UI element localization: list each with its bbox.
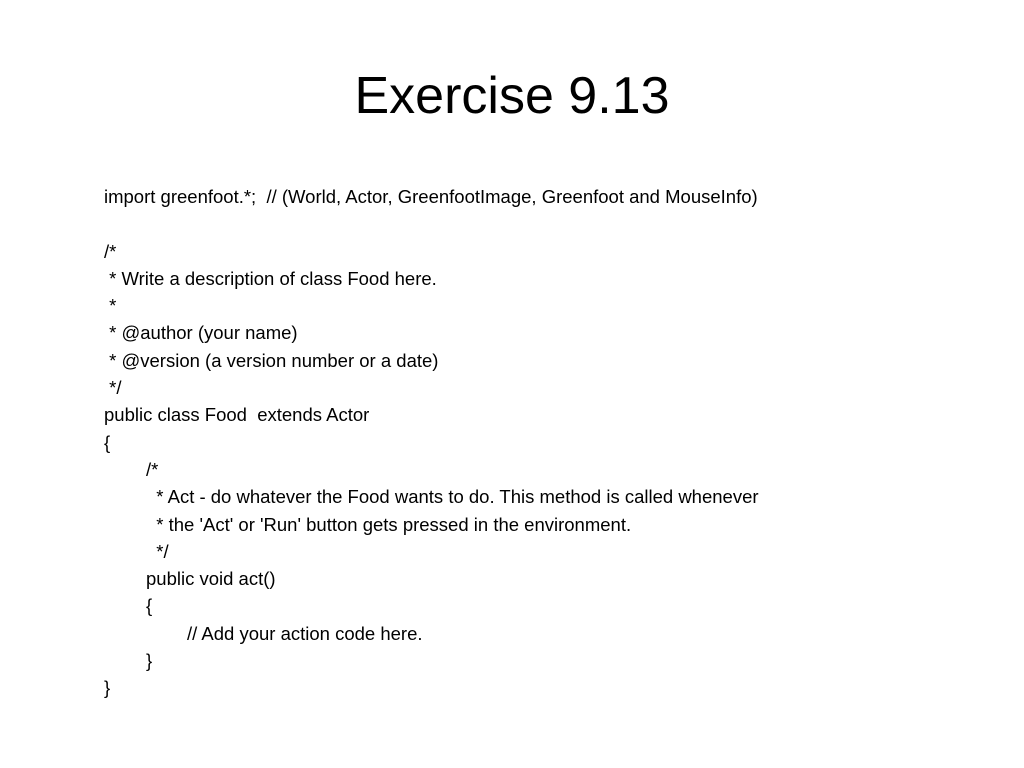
- code-line: {: [146, 595, 153, 617]
- code-line: *: [104, 295, 122, 317]
- code-line: }: [146, 650, 153, 672]
- code-line: public void act(): [146, 568, 281, 590]
- code-line: /*: [146, 458, 159, 480]
- code-block: [104, 183, 964, 702]
- code-line: * Write a description of class Food here.: [104, 267, 437, 289]
- code-line: * @author (your name): [104, 322, 303, 344]
- code-line: * the 'Act' or 'Run' button gets pressed in the environment.: [146, 513, 632, 535]
- code-line: */: [104, 377, 122, 399]
- code-line: {: [104, 431, 111, 453]
- code-line: * Act - do whatever the Food wants to do. This method is called whenever: [146, 486, 759, 508]
- code-line: * @version (a version number or a date): [104, 349, 439, 371]
- code-line: // Add your action code here.: [187, 622, 423, 644]
- slide-title: Exercise 9.13: [354, 67, 670, 125]
- code-line: public class Food extends Actor: [104, 404, 370, 426]
- code-line: /*: [104, 240, 117, 262]
- code-line: [104, 210, 964, 237]
- code-line: import greenfoot.*; // (World, Actor, GreenfootImage, Greenfoot and MouseInfo): [104, 186, 758, 207]
- code-line: */: [146, 540, 169, 562]
- code-line: }: [104, 677, 111, 699]
